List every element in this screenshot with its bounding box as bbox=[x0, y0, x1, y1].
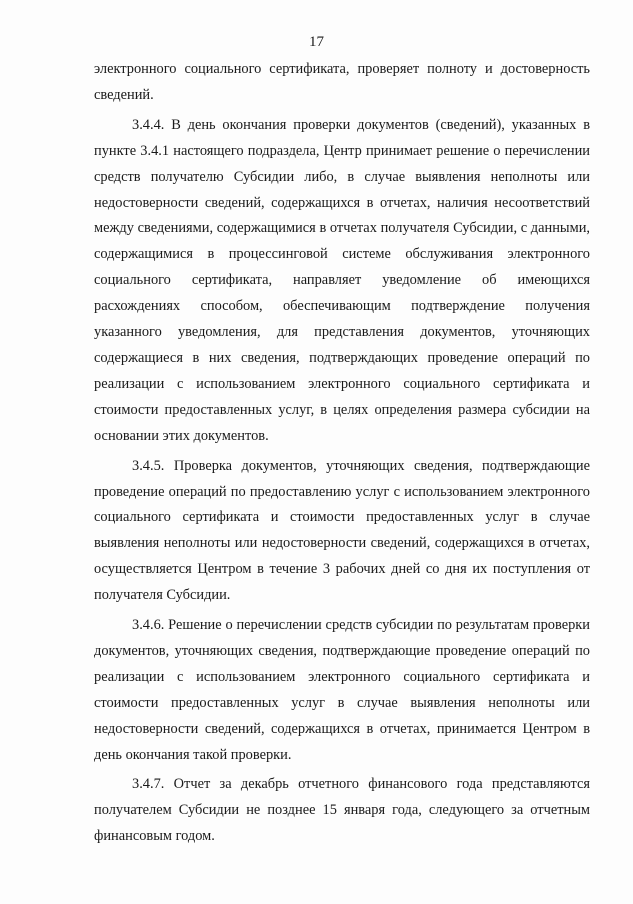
paragraph-continuation: электронного социального сертификата, проверяет полноту и достоверность сведений. bbox=[94, 61, 590, 103]
paragraph-3-4-6: 3.4.6. Решение о перечислении средств субсидии по результатам проверки документов, уточняющих сведения, подтверждающие проведение операций по реализации с использованием электронного социального сертификата и стоимости предоставленных услуг в случае выявления неполноты или недостоверности сведений, содержащихся в отчетах, принимается Центром в день окончания такой проверки. bbox=[94, 617, 590, 763]
paragraph-3-4-5: 3.4.5. Проверка документов, уточняющих сведения, подтверждающие проведение операций по предоставлению услуг с использованием электронного социального сертификата и стоимости предоставленных услуг в случае выявления неполноты или недостоверности сведений, содержащихся в отчетах, осуществляется Центром в течение 3 рабочих дней со дня их поступления от получателя Субсидии. bbox=[94, 457, 590, 604]
document-body bbox=[94, 57, 590, 850]
paragraph-3-4-7: 3.4.7. Отчет за декабрь отчетного финансового года представляются получателем Субсидии не позднее 15 января года, следующего за отчетным финансовым годом. bbox=[94, 776, 590, 845]
page-number: 17 bbox=[309, 34, 324, 50]
paragraph-3-4-4: 3.4.4. В день окончания проверки документов (сведений), указанных в пункте 3.4.1 настоящего подраздела, Центр принимает решение о перечислении средств получателю Субсидии либо, в случае выявления неполноты или недостоверности сведений, содержащихся в отчетах, наличия несоответствий между сведениями, содержащимися в отчетах получателя Субсидии, с данными, содержащимися в процессинговой системе обслуживания электронного социального сертификата, направляет уведомление об имеющихся расхождениях способом, обеспечивающим подтверждение получения указанного уведомления, для представления документов, уточняющих содержащиеся в них сведения, подтверждающих проведение операций по реализации с использованием электронного социального сертификата и стоимости предоставленных услуг, в целях определения размера субсидии на основании этих документов. bbox=[94, 116, 590, 444]
